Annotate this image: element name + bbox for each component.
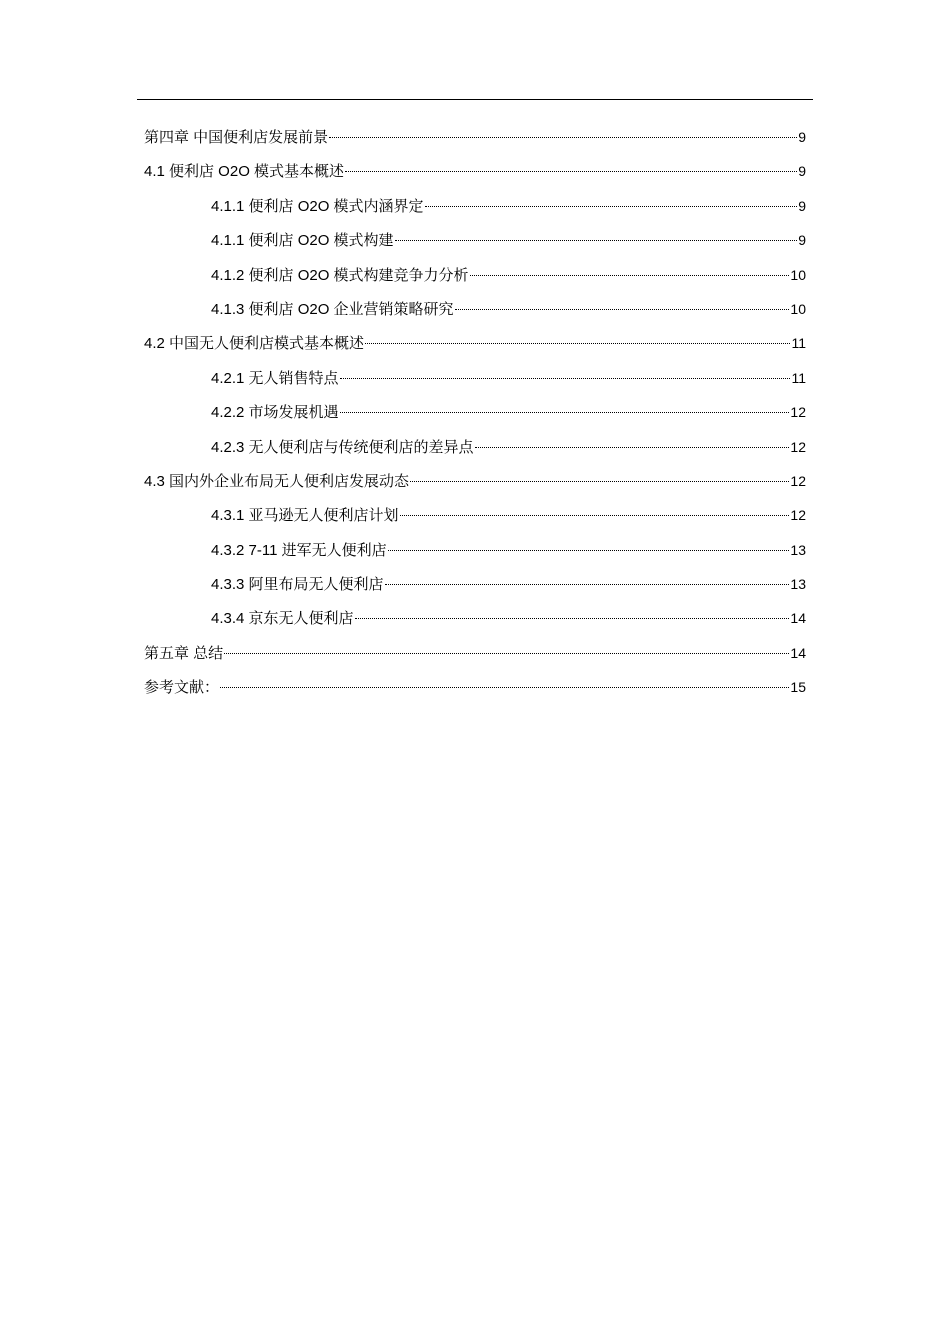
- toc-entry[interactable]: [144, 533, 806, 567]
- toc-dot-leader: [224, 653, 789, 654]
- toc-entry[interactable]: [144, 395, 806, 429]
- toc-entry-title: 4.1.1 便利店 O2O 模式构建: [211, 232, 394, 250]
- toc-page-number: 14: [790, 610, 806, 627]
- header-rule: [137, 99, 813, 100]
- toc-page-number: 11: [791, 335, 806, 352]
- toc-entry[interactable]: [144, 120, 806, 154]
- toc-entry[interactable]: [144, 430, 806, 464]
- toc-dot-leader: [329, 137, 797, 138]
- toc-page-number: 9: [798, 232, 806, 249]
- toc-entry[interactable]: [144, 361, 806, 395]
- toc-dot-leader: [395, 240, 798, 241]
- toc-entry-title: 4.2.3 无人便利店与传统便利店的差异点: [211, 438, 474, 456]
- toc-entry-title: 第五章 总结: [144, 644, 224, 662]
- toc-dot-leader: [470, 275, 790, 276]
- toc-page-number: 12: [790, 472, 806, 489]
- table-of-contents: [144, 120, 806, 705]
- toc-dot-leader: [385, 584, 790, 585]
- toc-page-number: 15: [790, 679, 806, 696]
- toc-entry-title: 4.1 便利店 O2O 模式基本概述: [144, 163, 345, 181]
- toc-page-number: 10: [790, 300, 806, 317]
- toc-entry-title: 4.1.2 便利店 O2O 模式构建竞争力分析: [211, 266, 469, 284]
- toc-dot-leader: [355, 618, 790, 619]
- toc-entry-title: 4.1.3 便利店 O2O 企业营销策略研究: [211, 300, 454, 318]
- toc-page-number: 11: [791, 369, 806, 386]
- toc-page-number: 12: [790, 438, 806, 455]
- toc-dot-leader: [400, 515, 790, 516]
- toc-entry[interactable]: [144, 464, 806, 498]
- toc-page-number: 9: [798, 163, 806, 180]
- toc-page-number: 12: [790, 507, 806, 524]
- toc-entry-title: 4.3.1 亚马逊无人便利店计划: [211, 507, 399, 525]
- toc-entry-title: 4.3.3 阿里布局无人便利店: [211, 576, 384, 594]
- toc-entry-title: 4.2 中国无人便利店模式基本概述: [144, 335, 365, 353]
- toc-entry[interactable]: [144, 636, 806, 670]
- toc-entry[interactable]: [144, 567, 806, 601]
- toc-page-number: 9: [798, 129, 806, 145]
- toc-dot-leader: [365, 343, 790, 344]
- toc-entry-title: 4.3.4 京东无人便利店: [211, 610, 354, 628]
- toc-entry-title: 4.2.1 无人销售特点: [211, 369, 339, 387]
- toc-dot-leader: [340, 378, 791, 379]
- toc-page-number: 9: [798, 197, 806, 214]
- toc-dot-leader: [388, 550, 790, 551]
- toc-entry[interactable]: [144, 601, 806, 635]
- toc-dot-leader: [410, 481, 789, 482]
- toc-entry[interactable]: [144, 326, 806, 360]
- toc-entry-title: 第四章 中国便利店发展前景: [144, 129, 329, 146]
- toc-dot-leader: [475, 447, 790, 448]
- toc-dot-leader: [340, 412, 790, 413]
- toc-page-number: 14: [790, 644, 806, 661]
- toc-dot-leader: [345, 171, 797, 172]
- toc-entry-title: 4.1.1 便利店 O2O 模式内涵界定: [211, 197, 424, 215]
- toc-entry-title: 4.3 国内外企业布局无人便利店发展动态: [144, 472, 410, 490]
- toc-entry[interactable]: [144, 154, 806, 188]
- toc-page-number: 13: [790, 541, 806, 558]
- toc-entry[interactable]: [144, 670, 806, 704]
- toc-entry[interactable]: [144, 223, 806, 257]
- toc-entry-title: 4.2.2 市场发展机遇: [211, 404, 339, 422]
- toc-dot-leader: [425, 206, 798, 207]
- toc-dot-leader: [220, 687, 789, 688]
- toc-page-number: 12: [790, 404, 806, 421]
- toc-entry-title: 4.3.2 7-11 进军无人便利店: [211, 541, 387, 559]
- toc-entry[interactable]: [144, 292, 806, 326]
- toc-dot-leader: [455, 309, 790, 310]
- toc-entry[interactable]: [144, 258, 806, 292]
- toc-page-number: 10: [790, 266, 806, 283]
- toc-page-number: 13: [790, 576, 806, 593]
- toc-entry-title: 参考文献：: [144, 679, 220, 697]
- toc-entry[interactable]: [144, 498, 806, 532]
- toc-entry[interactable]: [144, 189, 806, 223]
